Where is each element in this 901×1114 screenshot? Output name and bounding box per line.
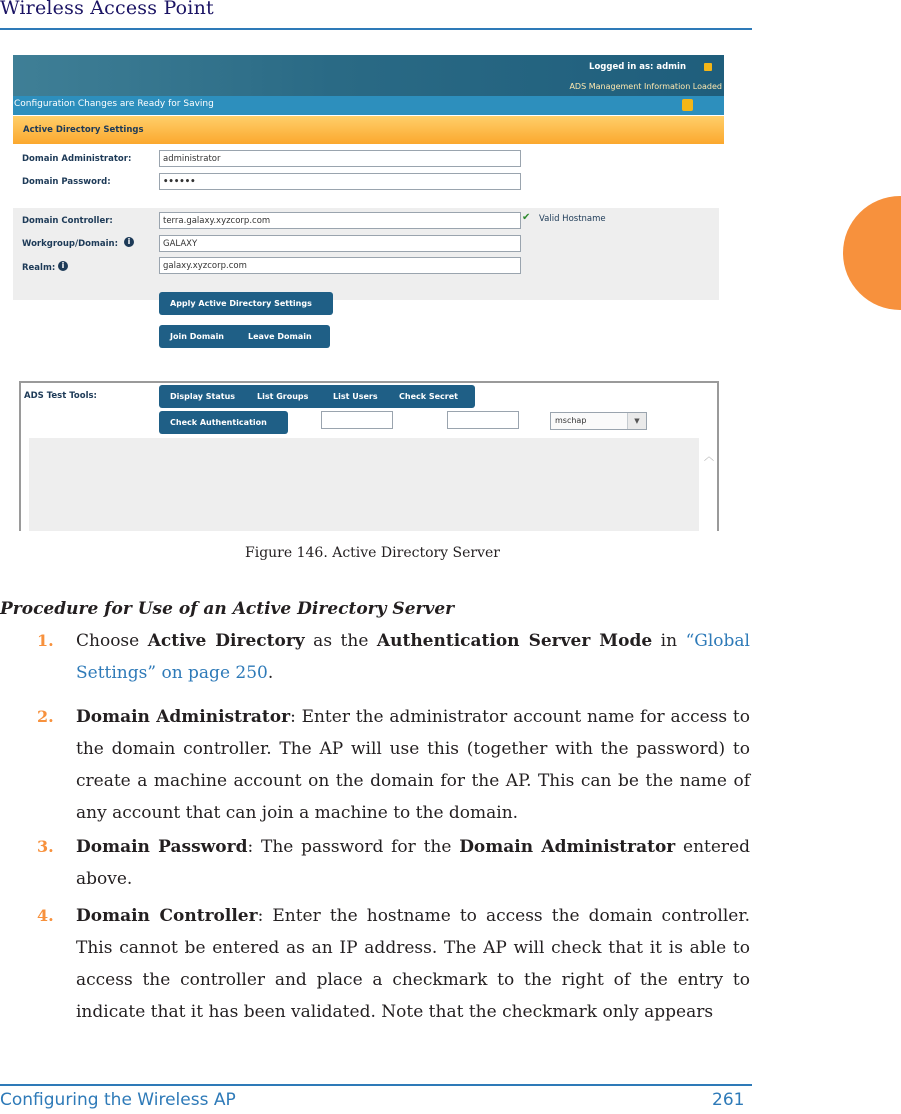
workgroup-label: Workgroup/Domain:: [22, 239, 118, 249]
step-number: 1.: [37, 631, 54, 650]
footer-section-title: Configuring the Wireless AP: [0, 1090, 236, 1110]
panel-header: [13, 116, 724, 144]
step-number: 3.: [37, 837, 54, 856]
step-number: 2.: [37, 707, 54, 726]
checkmark-icon: ✔: [522, 212, 531, 223]
chevron-down-icon: ▼: [627, 413, 646, 429]
figure-screenshot: [13, 55, 724, 531]
header-rule: [0, 28, 752, 30]
domain-password-input[interactable]: ••••••: [159, 173, 521, 190]
procedure-title: Procedure for Use of an Active Directory Server: [0, 599, 455, 619]
panel-title: Active Directory Settings: [23, 125, 144, 135]
save-icon[interactable]: [682, 99, 693, 111]
global-settings-link[interactable]: “Global Settings” on page 250: [76, 631, 750, 683]
domain-button-group: [159, 325, 330, 348]
info-icon[interactable]: i: [58, 261, 68, 271]
apply-settings-button[interactable]: [159, 292, 333, 315]
valid-hostname-label: Valid Hostname: [539, 214, 606, 224]
domain-controller-input[interactable]: terra.galaxy.xyzcorp.com: [159, 212, 521, 229]
test-password-input[interactable]: [447, 411, 519, 429]
domain-admin-input[interactable]: administrator: [159, 150, 521, 167]
workgroup-input[interactable]: GALAXY: [159, 235, 521, 252]
display-status-button[interactable]: Display Status: [170, 392, 236, 401]
step-number: 4.: [37, 906, 54, 925]
status-bar: [13, 96, 724, 115]
step-text: Domain Password: The password for the Domain Administrator entered above.: [76, 837, 751, 889]
footer-rule: [0, 1084, 752, 1086]
info-icon[interactable]: i: [124, 237, 134, 247]
domain-controller-label: Domain Controller:: [22, 216, 113, 226]
list-groups-button[interactable]: List Groups: [257, 392, 309, 401]
realm-label: Realm:: [22, 263, 56, 273]
check-secret-button[interactable]: Check Secret: [399, 392, 458, 401]
test-output-area: [29, 438, 699, 531]
auth-method-select[interactable]: [550, 412, 647, 430]
check-authentication-label: Check Authentication: [170, 418, 267, 427]
scroll-up-icon[interactable]: ︿: [704, 452, 714, 463]
figure-caption: Figure 146. Active Directory Server: [245, 545, 501, 561]
list-users-button[interactable]: List Users: [333, 392, 378, 401]
test-button-group: [159, 385, 475, 408]
logged-in-label: Logged in as: admin: [589, 62, 686, 72]
auth-method-value: mschap: [555, 416, 587, 425]
apply-settings-label: Apply Active Directory Settings: [170, 299, 312, 308]
join-domain-button[interactable]: Join Domain: [170, 332, 225, 341]
ads-info-label: ADS Management Information Loaded: [569, 82, 722, 91]
chapter-tab: [843, 196, 901, 310]
status-message: Configuration Changes are Ready for Saving: [14, 99, 214, 109]
step-text: Domain Administrator: Enter the administrator account name for access to the domain controller. The AP will use this (together with the password) to create a machine account on the domain for the AP. This can be the name of any account that can join a machine to the domain.: [76, 707, 750, 823]
page-header-title: Wireless Access Point: [0, 0, 214, 19]
leave-domain-button[interactable]: Leave Domain: [248, 332, 312, 341]
domain-admin-label: Domain Administrator:: [22, 154, 132, 164]
top-bar: [13, 55, 724, 96]
step-text: Choose Active Directory as the Authentication Server Mode in “Global Settings” on page 250.: [76, 631, 750, 683]
domain-password-label: Domain Password:: [22, 177, 111, 187]
realm-input[interactable]: galaxy.xyzcorp.com: [159, 257, 521, 274]
check-authentication-button[interactable]: [159, 411, 288, 434]
test-tools-label: ADS Test Tools:: [24, 391, 97, 401]
step-text: Domain Controller: Enter the hostname to access the domain controller. This cannot be entered as an IP address. The AP will check that it is able to access the controller and place a checkmark to the right of the entry to indicate that it has been validated. Note that the checkmark only appears: [76, 906, 750, 1022]
lock-icon[interactable]: [704, 63, 712, 71]
test-username-input[interactable]: [321, 411, 393, 429]
page-number: 261: [712, 1090, 745, 1110]
